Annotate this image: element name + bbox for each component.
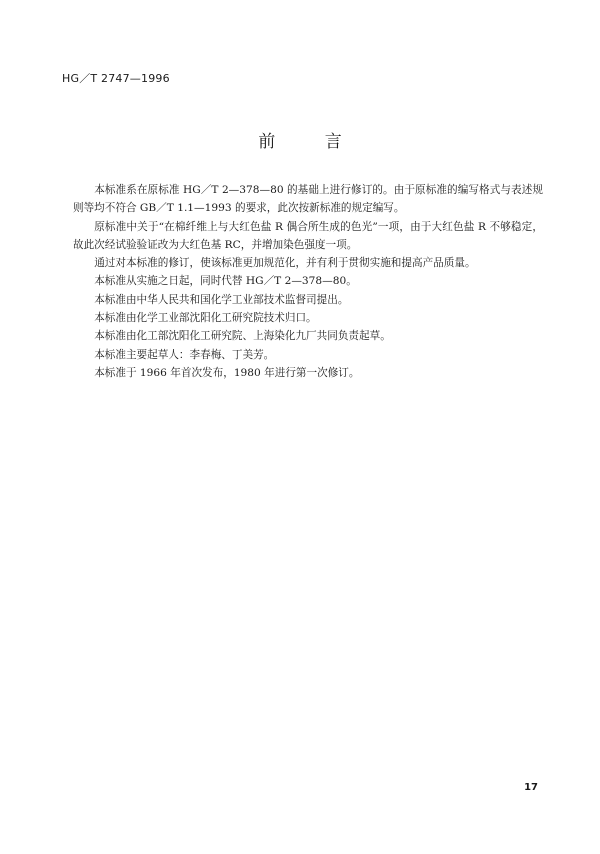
page-title: 前 言 [258, 132, 364, 152]
paragraph-proposer: 本标准由中华人民共和国化学工业部技术监督司提出。 [94, 293, 349, 306]
paragraph-replacement: 本标准从实施之日起，同时代替 HG／T 2—378—80。 [94, 275, 357, 288]
paragraph-purpose: 通过对本标准的修订，使该标准更加规范化，并有利于贯彻实施和提高产品质量。 [94, 257, 476, 270]
standard-code: HG／T 2747—1996 [62, 72, 170, 85]
foreword-body [73, 181, 543, 382]
paragraph-drafting-units: 本标准由化工部沈阳化工研究院、上海染化九厂共同负责起草。 [94, 330, 391, 343]
page-number: 17 [524, 782, 538, 793]
paragraph-drafters: 本标准主要起草人：李春梅、丁美芳。 [94, 348, 275, 361]
paragraph-administrator: 本标准由化学工业部沈阳化工研究院技术归口。 [94, 312, 317, 325]
paragraph-revision-basis: 本标准系在原标准 HG／T 2—378—80 的基础上进行修订的。由于原标准的编写格式与表述规则等均不符合 GB／T 1.1—1993 的要求，此次按新标准的规定编写。 [73, 184, 543, 215]
paragraph-history: 本标准于 1966 年首次发布，1980 年进行第一次修订。 [94, 366, 360, 379]
paragraph-color-change: 原标准中关于“在棉纤维上与大红色盐 R 偶合所生成的色光”一项，由于大红色盐 R 不够稳定，故此次经试验验证改为大红色基 RC，并增加染色强度一项。 [73, 220, 543, 251]
